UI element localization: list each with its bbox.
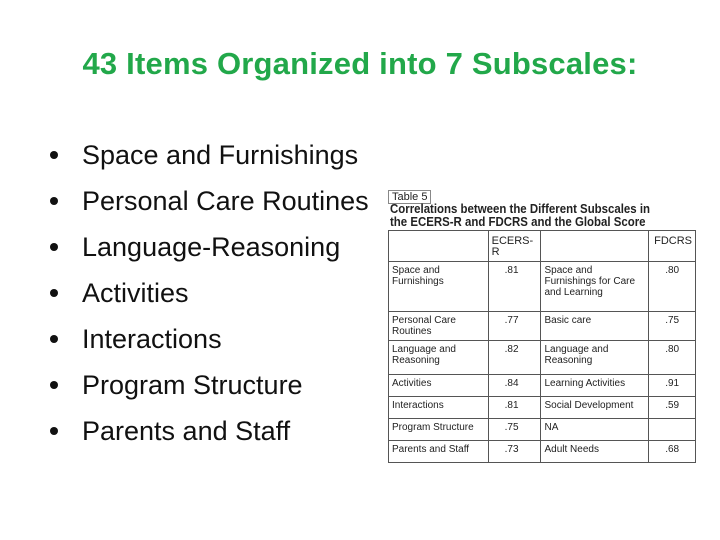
list-item (40, 178, 369, 224)
ecers-subscale-cell: Parents and Staff (389, 441, 489, 463)
bullet-icon (50, 427, 58, 435)
list-item-label: Parents and Staff (82, 415, 291, 446)
list-item (40, 270, 369, 316)
ecers-value-cell: .81 (488, 262, 541, 312)
table-row (389, 341, 696, 375)
table-caption (390, 202, 654, 228)
ecers-value-cell: .82 (488, 341, 541, 375)
table-header-row (389, 231, 696, 262)
ecers-subscale-cell: Program Structure (389, 419, 489, 441)
fdcrs-value-cell: .91 (649, 375, 696, 397)
table-row (389, 312, 696, 341)
bullet-icon (50, 335, 58, 343)
fdcrs-value-cell: .68 (649, 441, 696, 463)
fdcrs-value-cell (649, 419, 696, 441)
table-caption-line: Correlations between the Different Subscales in (390, 201, 651, 216)
fdcrs-value-cell: .59 (649, 397, 696, 419)
ecers-value-cell: .73 (488, 441, 541, 463)
ecers-value-cell: .75 (488, 419, 541, 441)
ecers-subscale-cell: Space and Furnishings (389, 262, 489, 312)
list-item (40, 224, 369, 270)
ecers-subscale-cell: Interactions (389, 397, 489, 419)
fdcrs-subscale-cell: Basic care (541, 312, 649, 341)
bullet-icon (50, 289, 58, 297)
ecers-value-cell: .81 (488, 397, 541, 419)
bullet-icon (50, 197, 58, 205)
fdcrs-subscale-cell: Space and Furnishings for Care and Learning (541, 262, 649, 312)
table-caption-line: the ECERS-R and FDCRS and the Global Score (390, 214, 646, 229)
table-row (389, 375, 696, 397)
table-row (389, 441, 696, 463)
correlation-table (388, 230, 696, 463)
list-item-label: Activities (82, 277, 189, 308)
fdcrs-subscale-cell: Language and Reasoning (541, 341, 649, 375)
bullet-icon (50, 151, 58, 159)
list-item (40, 408, 369, 454)
fdcrs-subscale-cell: Adult Needs (541, 441, 649, 463)
header-cell: ECERS-R (488, 231, 541, 262)
bullet-icon (50, 243, 58, 251)
fdcrs-subscale-cell: NA (541, 419, 649, 441)
header-cell (389, 231, 489, 262)
table-row (389, 397, 696, 419)
list-item (40, 316, 369, 362)
fdcrs-value-cell: .75 (649, 312, 696, 341)
list-item-label: Personal Care Routines (82, 185, 369, 216)
ecers-value-cell: .77 (488, 312, 541, 341)
fdcrs-subscale-cell: Learning Activities (541, 375, 649, 397)
table-row (389, 262, 696, 312)
fdcrs-subscale-cell: Social Development (541, 397, 649, 419)
ecers-value-cell: .84 (488, 375, 541, 397)
list-item-label: Space and Furnishings (82, 139, 359, 170)
header-cell (541, 231, 649, 262)
list-item-label: Language-Reasoning (82, 231, 341, 262)
ecers-subscale-cell: Language and Reasoning (389, 341, 489, 375)
list-item-label: Program Structure (82, 369, 303, 400)
ecers-subscale-cell: Personal Care Routines (389, 312, 489, 341)
list-item (40, 362, 369, 408)
fdcrs-value-cell: .80 (649, 341, 696, 375)
list-item-label: Interactions (82, 323, 222, 354)
slide-title: 43 Items Organized into 7 Subscales: (82, 46, 638, 81)
ecers-subscale-cell: Activities (389, 375, 489, 397)
subscale-list (40, 132, 369, 454)
table-row (389, 419, 696, 441)
list-item (40, 132, 369, 178)
header-cell: FDCRS (649, 231, 696, 262)
table-number: Table 5 (388, 190, 431, 204)
fdcrs-value-cell: .80 (649, 262, 696, 312)
bullet-icon (50, 381, 58, 389)
